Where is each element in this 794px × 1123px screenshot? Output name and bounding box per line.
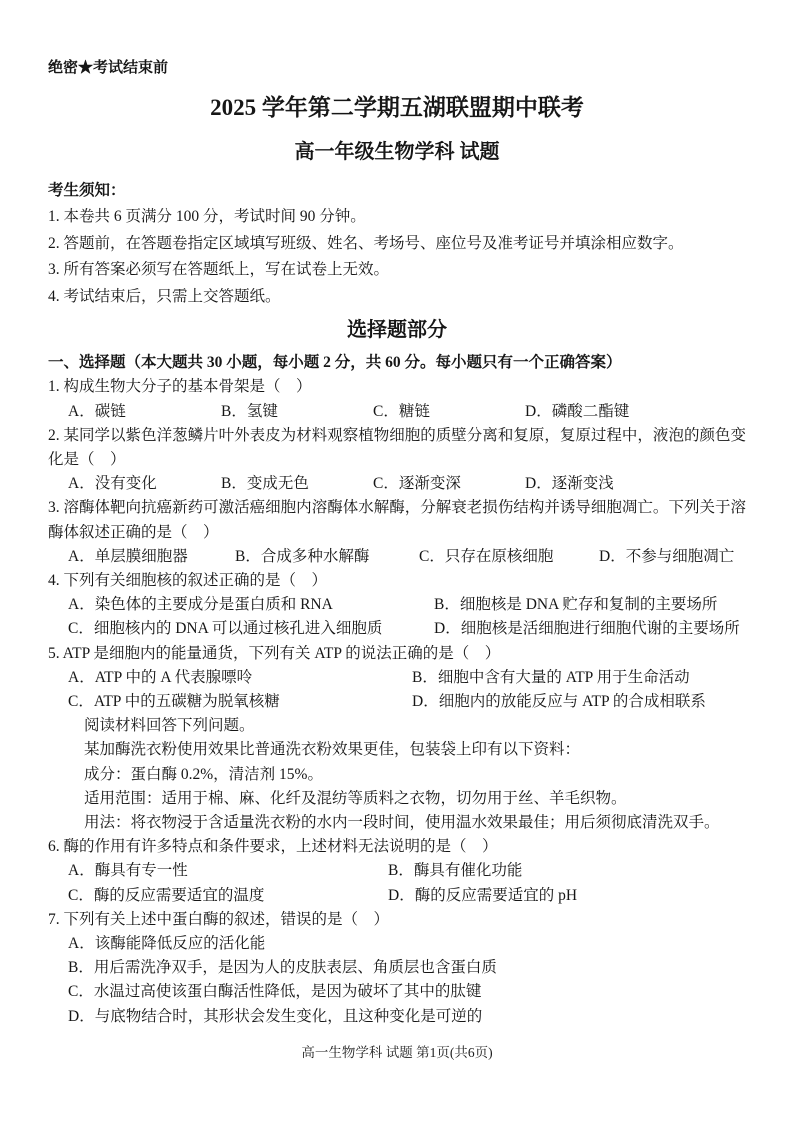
question-5-option-a: A．ATP 中的 A 代表腺嘌呤 [68, 668, 253, 686]
question-4-option-b: B．细胞核是 DNA 贮存和复制的主要场所 [434, 596, 718, 614]
question-3 [48, 496, 746, 569]
candidate-notice-heading: 考生须知： [48, 182, 126, 199]
question-3-options [48, 545, 746, 569]
notice-item-1: 1. 本卷共 6 页满分 100 分，考试时间 90 分钟。 [48, 208, 366, 225]
question-3-stem: 3. 溶酶体靶向抗癌新药可激活癌细胞内溶酶体水解酶，分解衰老损伤结构并诱导细胞凋亡。下列关于溶酶体叙述正确的是（ ） [48, 499, 746, 541]
question-6-options [48, 859, 746, 907]
choice-section-title: 选择题部分 [347, 319, 447, 342]
question-7-stem: 7. 下列有关上述中蛋白酶的叙述，错误的是（ ） [48, 910, 390, 928]
material-ingredients: 成分：蛋白酶 0.2%，清洁剂 15%。 [84, 765, 323, 783]
question-6-option-b: B．酶具有催化功能 [388, 862, 523, 880]
question-4 [48, 569, 746, 642]
question-1-option-c: C．糖链 [373, 402, 430, 420]
question-1 [48, 375, 746, 423]
page-footer: 高一生物学科 试题 第1页(共6页) [301, 1044, 493, 1060]
question-3-option-c: C．只存在原核细胞 [419, 547, 554, 565]
question-2-options [48, 472, 746, 496]
question-6-option-d: D．酶的反应需要适宜的 pH [388, 886, 578, 904]
question-1-option-b: B．氢键 [221, 402, 278, 420]
material-scope: 适用范围：适用于棉、麻、化纤及混纺等质料之衣物，切勿用于丝、羊毛织物。 [84, 789, 627, 807]
question-3-option-a: A．单层膜细胞器 [68, 547, 188, 565]
question-4-option-d: D．细胞核是活细胞进行细胞代谢的主要场所 [434, 620, 740, 638]
question-1-option-a: A．碳链 [68, 402, 126, 420]
question-7-option-c: C．水温过高使该蛋白酶活性降低，是因为破坏了其中的肽键 [68, 983, 482, 1001]
paper-subtitle: 高一年级生物学科 试题 [294, 141, 500, 163]
question-2-option-c: C．逐渐变深 [373, 475, 461, 493]
question-1-stem: 1. 构成生物大分子的基本骨架是（ ） [48, 378, 312, 396]
question-2-option-d: D．逐渐变浅 [525, 475, 614, 493]
question-7-option-a: A．该酶能降低反应的活化能 [68, 935, 266, 953]
question-6 [48, 835, 746, 908]
question-4-option-c: C．细胞核内的 DNA 可以通过核孔进入细胞质 [68, 620, 383, 638]
material-description: 某加酶洗衣粉使用效果比普通洗衣粉效果更佳，包装袋上印有以下资料： [84, 741, 581, 759]
notice-item-2: 2. 答题前，在答题卷指定区域填写班级、姓名、考场号、座位号及准考证号并填涂相应数字。 [48, 234, 684, 252]
question-5 [48, 642, 746, 715]
question-2-option-b: B．变成无色 [221, 475, 309, 493]
security-marking: 绝密★考试结束前 [48, 60, 169, 76]
question-6-option-c: C．酶的反应需要适宜的温度 [68, 886, 265, 904]
question-5-option-d: D．细胞内的放能反应与 ATP 的合成相联系 [412, 693, 706, 711]
question-6-option-a: A．酶具有专一性 [68, 862, 188, 880]
question-7-option-d: D．与底物结合时，其形状会发生变化，且这种变化是可逆的 [68, 1007, 483, 1025]
question-1-options [48, 400, 746, 424]
question-3-option-b: B．合成多种水解酶 [235, 547, 370, 565]
question-2-stem: 2. 某同学以紫色洋葱鳞片叶外表皮为材料观察植物细胞的质壁分离和复原，复原过程中，液泡的颜色变化是（ ） [48, 426, 746, 468]
notice-item-4: 4. 考试结束后，只需上交答题纸。 [48, 287, 281, 305]
question-6-stem: 6. 酶的作用有许多特点和条件要求，上述材料无法说明的是（ ） [48, 838, 498, 856]
choice-section-instruction: 一、选择题（本大题共 30 小题，每小题 2 分，共 60 分。每小题只有一个正确答案） [48, 354, 622, 372]
question-4-stem: 4. 下列有关细胞核的叙述正确的是（ ） [48, 572, 328, 589]
question-5-option-b: B．细胞中含有大量的 ATP 用于生命活动 [412, 668, 690, 686]
question-5-option-c: C．ATP 中的五碳糖为脱氧核糖 [68, 693, 280, 711]
question-3-option-d: D．不参与细胞凋亡 [599, 547, 735, 565]
exam-title: 2025 学年第二学期五湖联盟期中联考 [210, 95, 584, 120]
question-1-option-d: D．磷酸二酯键 [525, 402, 630, 420]
question-2-option-a: A．没有变化 [68, 475, 157, 493]
notice-item-3: 3. 所有答案必须写在答题纸上，写在试卷上无效。 [48, 261, 390, 279]
question-5-options [48, 666, 746, 714]
material-intro: 阅读材料回答下列问题。 [84, 717, 255, 735]
question-4-option-a: A．染色体的主要成分是蛋白质和 RNA [68, 596, 333, 614]
reading-material [48, 714, 746, 835]
question-7-option-b: B．用后需洗净双手，是因为人的皮肤表层、角质层也含蛋白质 [68, 959, 497, 977]
question-2 [48, 424, 746, 497]
question-7 [48, 908, 746, 1029]
material-usage: 用法：将衣物浸于含适量洗衣粉的水内一段时间，使用温水效果最佳；用后须彻底清洗双手。 [84, 814, 720, 832]
question-5-stem: 5. ATP 是细胞内的能量通货，下列有关 ATP 的说法正确的是（ ） [48, 644, 501, 662]
question-4-options [48, 593, 746, 641]
